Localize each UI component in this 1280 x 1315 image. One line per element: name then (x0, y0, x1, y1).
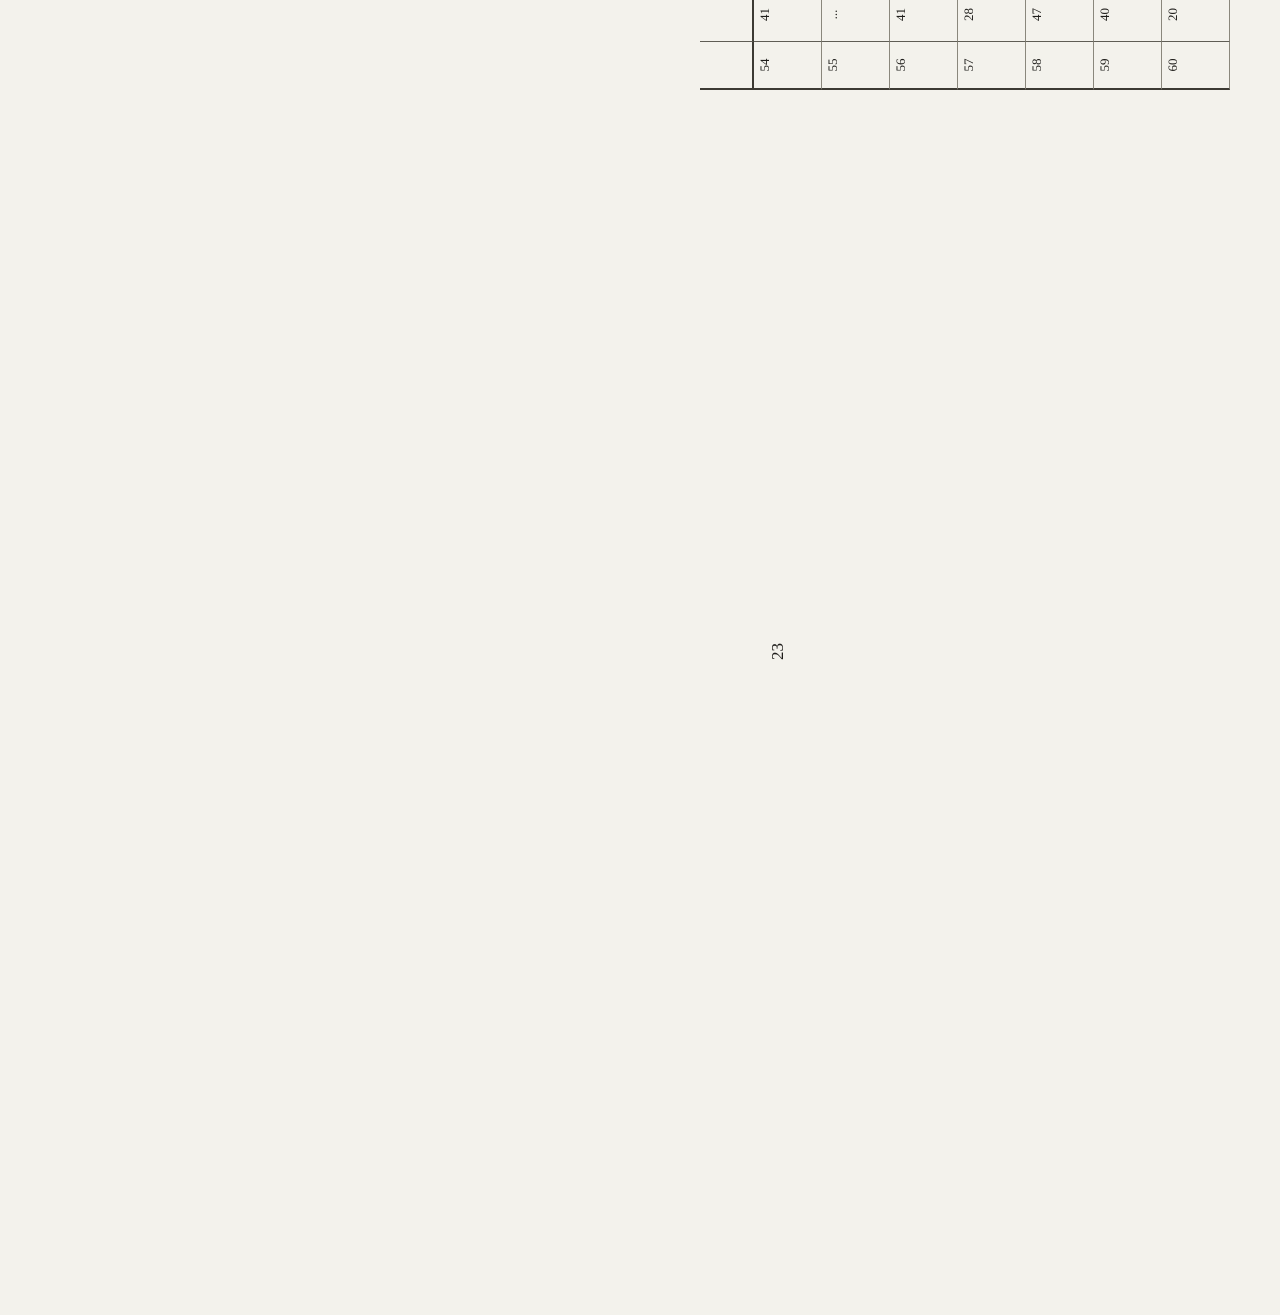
cell-age: 47 (1026, 0, 1094, 42)
cell-age: 28 (958, 0, 1026, 42)
cell-no: 55 (822, 42, 890, 90)
cell-age: ... (822, 0, 890, 42)
cell-no: 58 (1026, 42, 1094, 90)
cell-age: 20 (1162, 0, 1230, 42)
cell-no: 59 (1094, 42, 1162, 90)
cell-no: 57 (958, 42, 1026, 90)
cell-no: 54 (754, 42, 822, 90)
cell-age: 41 (890, 0, 958, 42)
cell-no: 56 (890, 42, 958, 90)
cell-age: 40 (1094, 0, 1162, 42)
cell-no: 60 (1162, 42, 1230, 90)
case-table (700, 0, 1280, 90)
cell-age: 41 (754, 0, 822, 42)
page-number: 23 (768, 643, 787, 660)
